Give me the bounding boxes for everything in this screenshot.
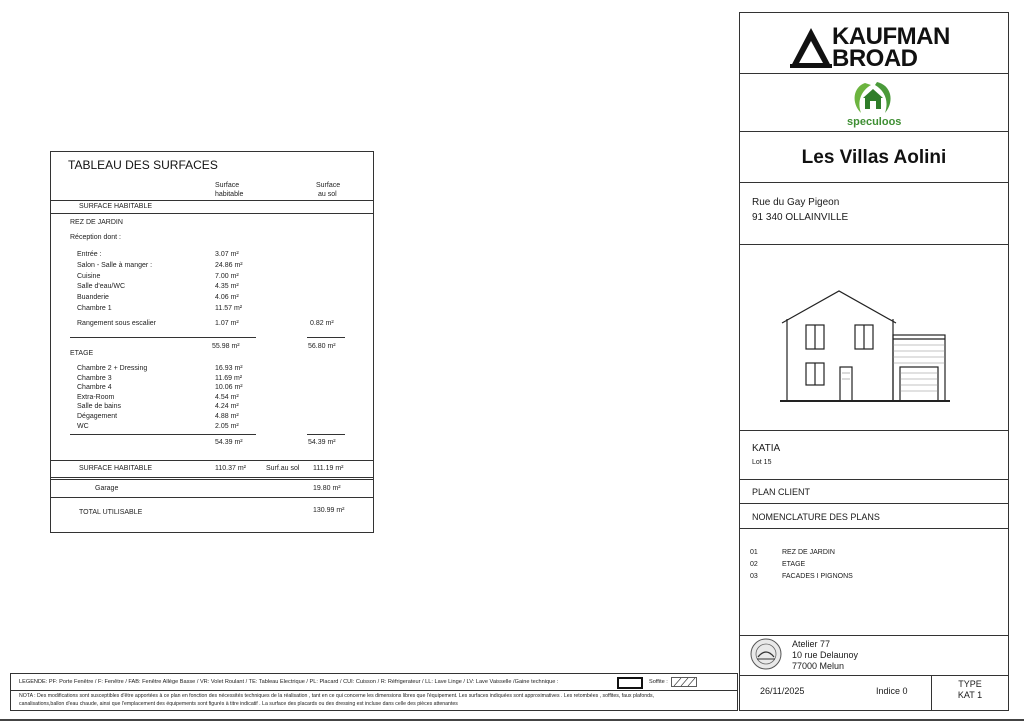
divider xyxy=(51,200,373,201)
etage-total-hab: 54.39 m² xyxy=(215,439,243,446)
nomenclature-title: NOMENCLATURE DES PLANS xyxy=(752,512,880,522)
etage-row-label: Chambre 3 xyxy=(77,374,112,382)
subtotal-line xyxy=(307,434,345,435)
rangement-sol: 0.82 m² xyxy=(310,320,334,327)
surfaces-table xyxy=(50,151,374,533)
rdj-row-label: Salon - Salle à manger : xyxy=(77,261,153,269)
rdj-row-label: Chambre 1 xyxy=(77,305,112,312)
rdj-title: REZ DE JARDIN xyxy=(70,219,123,226)
divider xyxy=(740,503,1008,504)
divider xyxy=(740,635,1008,636)
rdj-row-label: Cuisine xyxy=(77,272,101,280)
legend-box xyxy=(10,673,738,711)
rdj-total-hab: 55.98 m² xyxy=(212,343,240,350)
legend-line: LEGENDE: PF: Porte Fenêtre / F: Fenêtre / FAB: Fenêtre Allège Basse / VR: Volet Roulant / TE: Tableau Electrique / PL: Placard / CUI: Cuisson / R: Réfrigerateur / LL: Lave Linge / LV: Lave Vaisselle /Gaine technique : xyxy=(19,679,559,685)
divider xyxy=(51,479,373,480)
project-name: Les Villas Aolini xyxy=(801,147,947,168)
divider xyxy=(51,497,373,498)
divider xyxy=(740,73,1008,74)
divider xyxy=(740,528,1008,529)
rdj-row-label: Buanderie xyxy=(77,294,109,302)
soffite-symbol xyxy=(671,677,697,687)
col-sol-l1: Surface xyxy=(316,182,341,189)
reception-label: Réception dont : xyxy=(70,234,121,241)
model-name: KATIA xyxy=(752,443,781,454)
rangement-label: Rangement sous escalier xyxy=(77,320,156,327)
brand-line2: BROAD xyxy=(832,45,918,72)
etage-row-label: WC xyxy=(77,422,89,430)
divider xyxy=(740,479,1008,480)
total-label: TOTAL UTILISABLE xyxy=(79,509,143,516)
note-line2: canalisations,ballon d'eau chaude, ainsi que l'emplacement des équipements sont figurés à titre indicatif . La surface des placards ou des dressing est incluse dans celle des pièces attenantes xyxy=(19,701,458,707)
section-header: SURFACE HABITABLE xyxy=(79,203,153,210)
sh-label: SURFACE HABITABLE xyxy=(79,465,153,472)
architect-stamp-icon xyxy=(749,637,783,671)
leaf-house-icon xyxy=(847,79,899,117)
etage-row-value: 16.93 m² xyxy=(215,365,243,372)
architect-line1: Atelier 77 xyxy=(792,639,831,649)
divider xyxy=(740,244,1008,245)
plan-name: ETAGE xyxy=(782,561,806,568)
address-line1: Rue du Gay Pigeon xyxy=(752,197,840,208)
total-value: 130.99 m² xyxy=(313,507,345,514)
rdj-row-value: 4.06 m² xyxy=(215,294,239,302)
house-elevation-drawing xyxy=(780,285,950,405)
kb-triangle-icon xyxy=(788,25,834,71)
etage-total-sol: 54.39 m² xyxy=(308,439,336,446)
subtotal-line xyxy=(70,337,256,338)
subtotal-line xyxy=(70,434,256,435)
rdj-row-label: Entrée : xyxy=(77,251,102,258)
kaufman-broad-logo xyxy=(788,23,968,71)
garage-value: 19.80 m² xyxy=(313,485,341,492)
rdj-row-value: 7.00 m² xyxy=(215,272,239,280)
architect-line2: 10 rue Delaunoy xyxy=(792,650,859,660)
brand-line1: KAUFMAN xyxy=(832,23,950,50)
plan-index: Indice 0 xyxy=(876,686,908,696)
gaine-technique-symbol xyxy=(617,677,643,689)
col-habitable-l2: habitable xyxy=(215,191,244,198)
subtotal-line xyxy=(307,337,345,338)
plan-date: 26/11/2025 xyxy=(760,686,805,696)
etage-row-label: Dégagement xyxy=(77,413,118,420)
plan-type: PLAN CLIENT xyxy=(752,487,811,497)
etage-row-value: 4.88 m² xyxy=(215,413,239,420)
sheet-bottom-edge xyxy=(0,719,1024,721)
divider xyxy=(740,182,1008,183)
note-line1: NOTA : Des modifications sont susceptibles d'être apportées à ce plan en fonction des nécessités techniques de la réalisation , tant en ce qui concerne les dimensions libres que l'équipement. Les surfaces indiquées sont approximatives . Les retombées , soffites, faux plafonds, xyxy=(19,693,655,699)
etage-row-value: 2.05 m² xyxy=(215,422,239,430)
soffite-label: Soffite : xyxy=(649,679,668,685)
etage-row-label: Chambre 2 + Dressing xyxy=(77,365,148,372)
partner-name: speculoos xyxy=(847,116,902,128)
plan-number: 03 xyxy=(750,573,758,580)
divider xyxy=(51,477,373,478)
divider xyxy=(931,675,932,711)
rdj-total-sol: 56.80 m² xyxy=(308,343,336,350)
sol-label: Surf.au sol xyxy=(266,465,300,472)
address-line2: 91 340 OLLAINVILLE xyxy=(752,212,849,223)
sh-value: 110.37 m² xyxy=(215,465,246,472)
divider xyxy=(740,131,1008,132)
type-value: KAT 1 xyxy=(957,690,983,700)
col-sol-l2: au sol xyxy=(318,191,337,198)
divider xyxy=(51,213,373,214)
garage-label: Garage xyxy=(95,485,119,492)
rdj-row-label: Salle d'eau/WC xyxy=(77,283,126,291)
col-habitable-l1: Surface xyxy=(215,182,240,189)
etage-row-label: Chambre 4 xyxy=(77,384,112,392)
etage-row-label: Salle de bains xyxy=(77,403,121,411)
rangement-hab: 1.07 m² xyxy=(215,320,239,327)
plan-name: REZ DE JARDIN xyxy=(782,549,835,556)
etage-row-value: 4.54 m² xyxy=(215,393,239,401)
speculoos-logo xyxy=(847,79,902,129)
architect-line3: 77000 Melun xyxy=(792,661,845,671)
divider xyxy=(740,430,1008,431)
etage-row-value: 4.24 m² xyxy=(215,403,239,411)
lot-number: Lot 15 xyxy=(752,459,772,466)
rdj-row-value: 11.57 m² xyxy=(215,305,243,312)
divider xyxy=(51,460,373,461)
rdj-row-value: 3.07 m² xyxy=(215,251,239,258)
etage-row-label: Extra-Room xyxy=(77,393,115,401)
etage-row-value: 10.06 m² xyxy=(215,384,243,392)
surfaces-title: TABLEAU DES SURFACES xyxy=(68,158,218,172)
plan-number: 02 xyxy=(750,561,758,568)
plan-number: 01 xyxy=(750,549,758,556)
plan-name: FACADES I PIGNONS xyxy=(782,573,853,580)
divider xyxy=(740,675,1008,676)
rdj-row-value: 4.35 m² xyxy=(215,283,239,291)
type-label: TYPE xyxy=(958,679,982,689)
divider xyxy=(11,690,737,691)
etage-row-value: 11.69 m² xyxy=(215,374,243,382)
etage-title: ETAGE xyxy=(70,350,94,357)
sol-value: 111.19 m² xyxy=(313,465,344,472)
rdj-row-value: 24.86 m² xyxy=(215,261,243,269)
title-block xyxy=(739,12,1009,711)
